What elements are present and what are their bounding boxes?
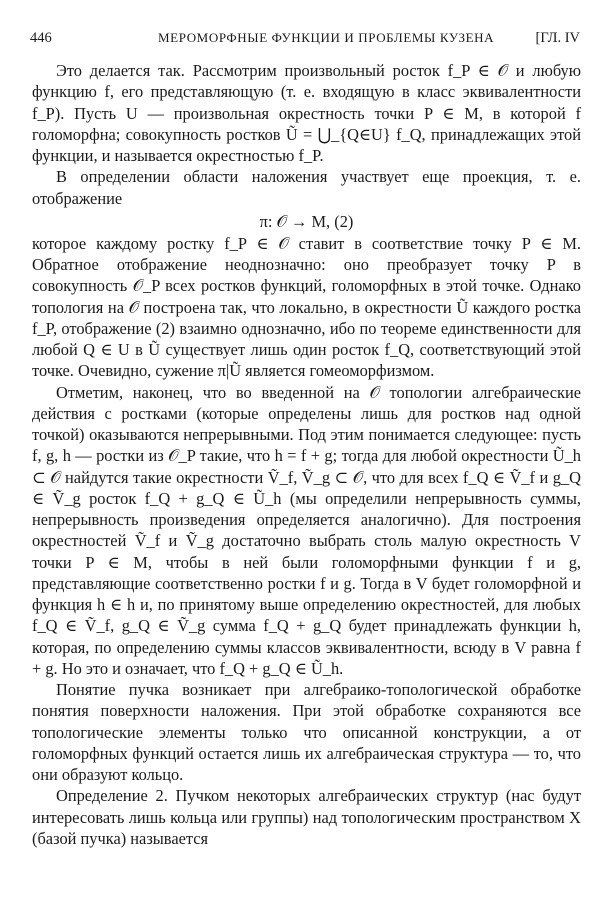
definition-2: Определение 2. Пучком некоторых алгебраических структур (нас будут интересовать лишь кольца или группы) над топологическим пространством X (базой пучка) называется	[32, 786, 581, 848]
paragraph-4: Отметим, наконец, что во введенной на 𝒪 топологии алгебраические действия с ростками (которые определены лишь для ростков над одной точкой) оказываются непрерывными. Под этим понимается следующее: пусть f, g, h — ростки из 𝒪_P такие, что h = f + g; тогда для любой окрестности Ũ_h ⊂ 𝒪 найдутся такие окрестности Ṽ_f, Ṽ_g ⊂ 𝒪, что для всех f_Q ∈ Ṽ_f и g_Q ∈ Ṽ_g росток f_Q + g_Q ∈ Ũ_h (мы определили непрерывность суммы, непрерывность произведения определяется аналогично). Для построения окрестностей Ṽ_f и Ṽ_g достаточно выбрать столь малую окрестность V точки P ∈ M, чтобы в ней были голоморфными функции f и g, представляющие соответственно ростки f и g. Тогда в V будет голоморфной и функция h ∈ h и, по принятому выше определению окрестностей, для любых f_Q ∈ Ṽ_f, g_Q ∈ Ṽ_g сумма f_Q + g_Q будет принадлежать функции h, которая, по определению суммы классов эквивалентности, всюду в V равна f + g. Но это и означает, что f_Q + g_Q ∈ Ũ_h.	[32, 382, 581, 678]
paragraph-5: Понятие пучка возникает при алгебраико-топологической обработке понятия поверхности наложения. При этой обработке сохраняются все топологические элементы только что описанной конструкции, а от голоморфных функций остается лишь их алгебраическая структура — то, что они образуют кольцо.	[32, 680, 581, 784]
paragraph-2: В определении области наложения участвует еще проекция, т. е. отображение	[32, 167, 581, 208]
running-title: МЕРОМОРФНЫЕ ФУНКЦИИ И ПРОБЛЕМЫ КУЗЕНА	[158, 30, 495, 45]
chapter-label: [ГЛ. IV	[535, 30, 580, 46]
page-number: 446	[30, 30, 52, 46]
formula-2: π: 𝒪 → M, (2)	[259, 211, 354, 231]
running-header	[30, 30, 580, 52]
paragraph-3: которое каждому ростку f_P ∈ 𝒪 ставит в соответствие точку P ∈ M. Обратное отображение неоднозначно: оно преобразует точку P в совокупность 𝒪_P всех ростков функций, голоморфных в этой точке. Однако топология на 𝒪 построена так, что локально, в окрестности Ũ каждого ростка f_P, отображение (2) взаимно однозначно, ибо по теореме единственности для любой Q ∈ U в Ũ существует лишь один росток f_Q, соответствующий этой точке. Очевидно, сужение π|Ũ является гомеоморфизмом.	[32, 233, 581, 381]
paragraph-1: Это делается так. Рассмотрим произвольный росток f_P ∈ 𝒪 и любую функцию f, его представляющую (т. е. входящую в класс эквивалентности f_P). Пусть U — произвольная окрестность точки P ∈ M, в которой f голоморфна; совокупность ростков Ũ = ⋃_{Q∈U} f_Q, принадлежащих этой функции, и называется окрестностью f_P.	[32, 61, 581, 165]
page-body	[32, 60, 581, 849]
